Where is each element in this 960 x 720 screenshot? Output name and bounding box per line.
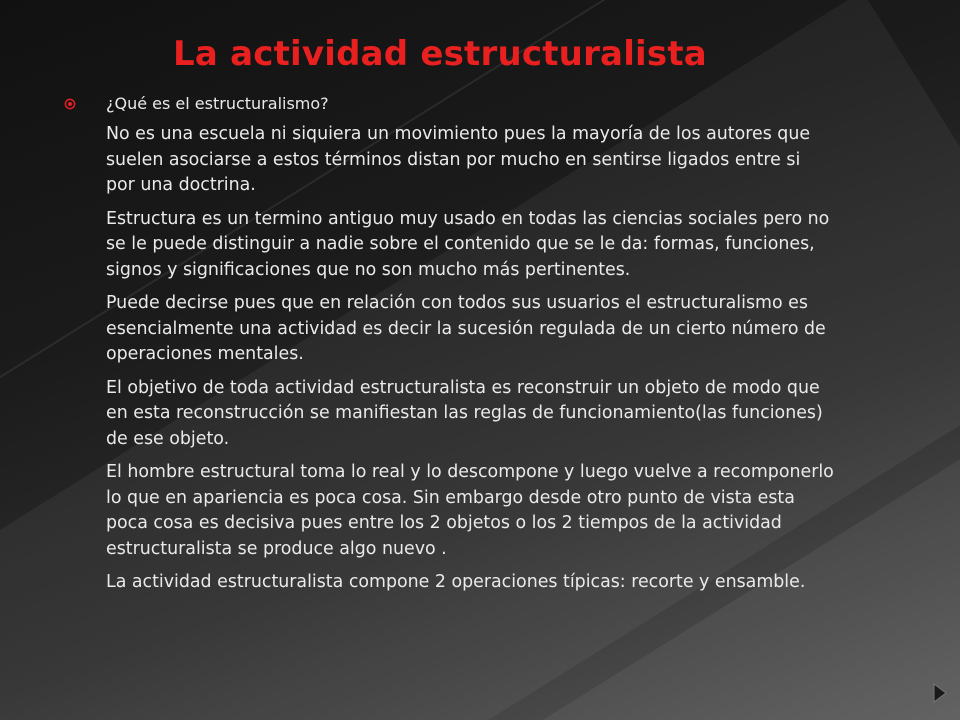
ring-bullet-icon xyxy=(64,98,76,110)
bullet-item xyxy=(64,94,834,118)
paragraph: El objetivo de toda actividad estructuralista es reconstruir un objeto de modo que en esta reconstrucción se manifiestan las reglas de funcionamiento(las funciones) de ese objeto. xyxy=(106,377,823,449)
paragraph: No es una escuela ni siquiera un movimiento pues la mayoría de los autores que suelen asociarse a estos términos distan por mucho en sentirse ligados entre si por una doctrina. xyxy=(106,124,811,195)
slide-body xyxy=(64,94,834,604)
bullet-question: ¿Qué es el estructuralismo? xyxy=(106,94,329,113)
paragraph: Estructura es un termino antiguo muy usado en todas las ciencias sociales pero no se le puede distinguir a nadie sobre el contenido que se le da: formas, funciones, signos y significaciones que no son mucho más pertinentes. xyxy=(106,208,830,280)
next-arrow-icon[interactable] xyxy=(928,681,950,705)
paragraph: Puede decirse pues que en relación con todos sus usuarios el estructuralismo es esencialmente una actividad es decir la sucesión regulada de un cierto número de operaciones mentales. xyxy=(106,293,826,364)
paragraph: La actividad estructuralista compone 2 operaciones típicas: recorte y ensamble. xyxy=(106,572,806,592)
paragraph: El hombre estructural toma lo real y lo descompone y luego vuelve a recomponerlo lo que en apariencia es poca cosa. Sin embargo desde otro punto de vista esta poca cosa es decisiva pues entre los 2 objetos o los 2 tiempos de la actividad estructuralista se produce algo nuevo . xyxy=(106,462,834,559)
slide-title: La actividad estructuralista xyxy=(173,34,707,74)
